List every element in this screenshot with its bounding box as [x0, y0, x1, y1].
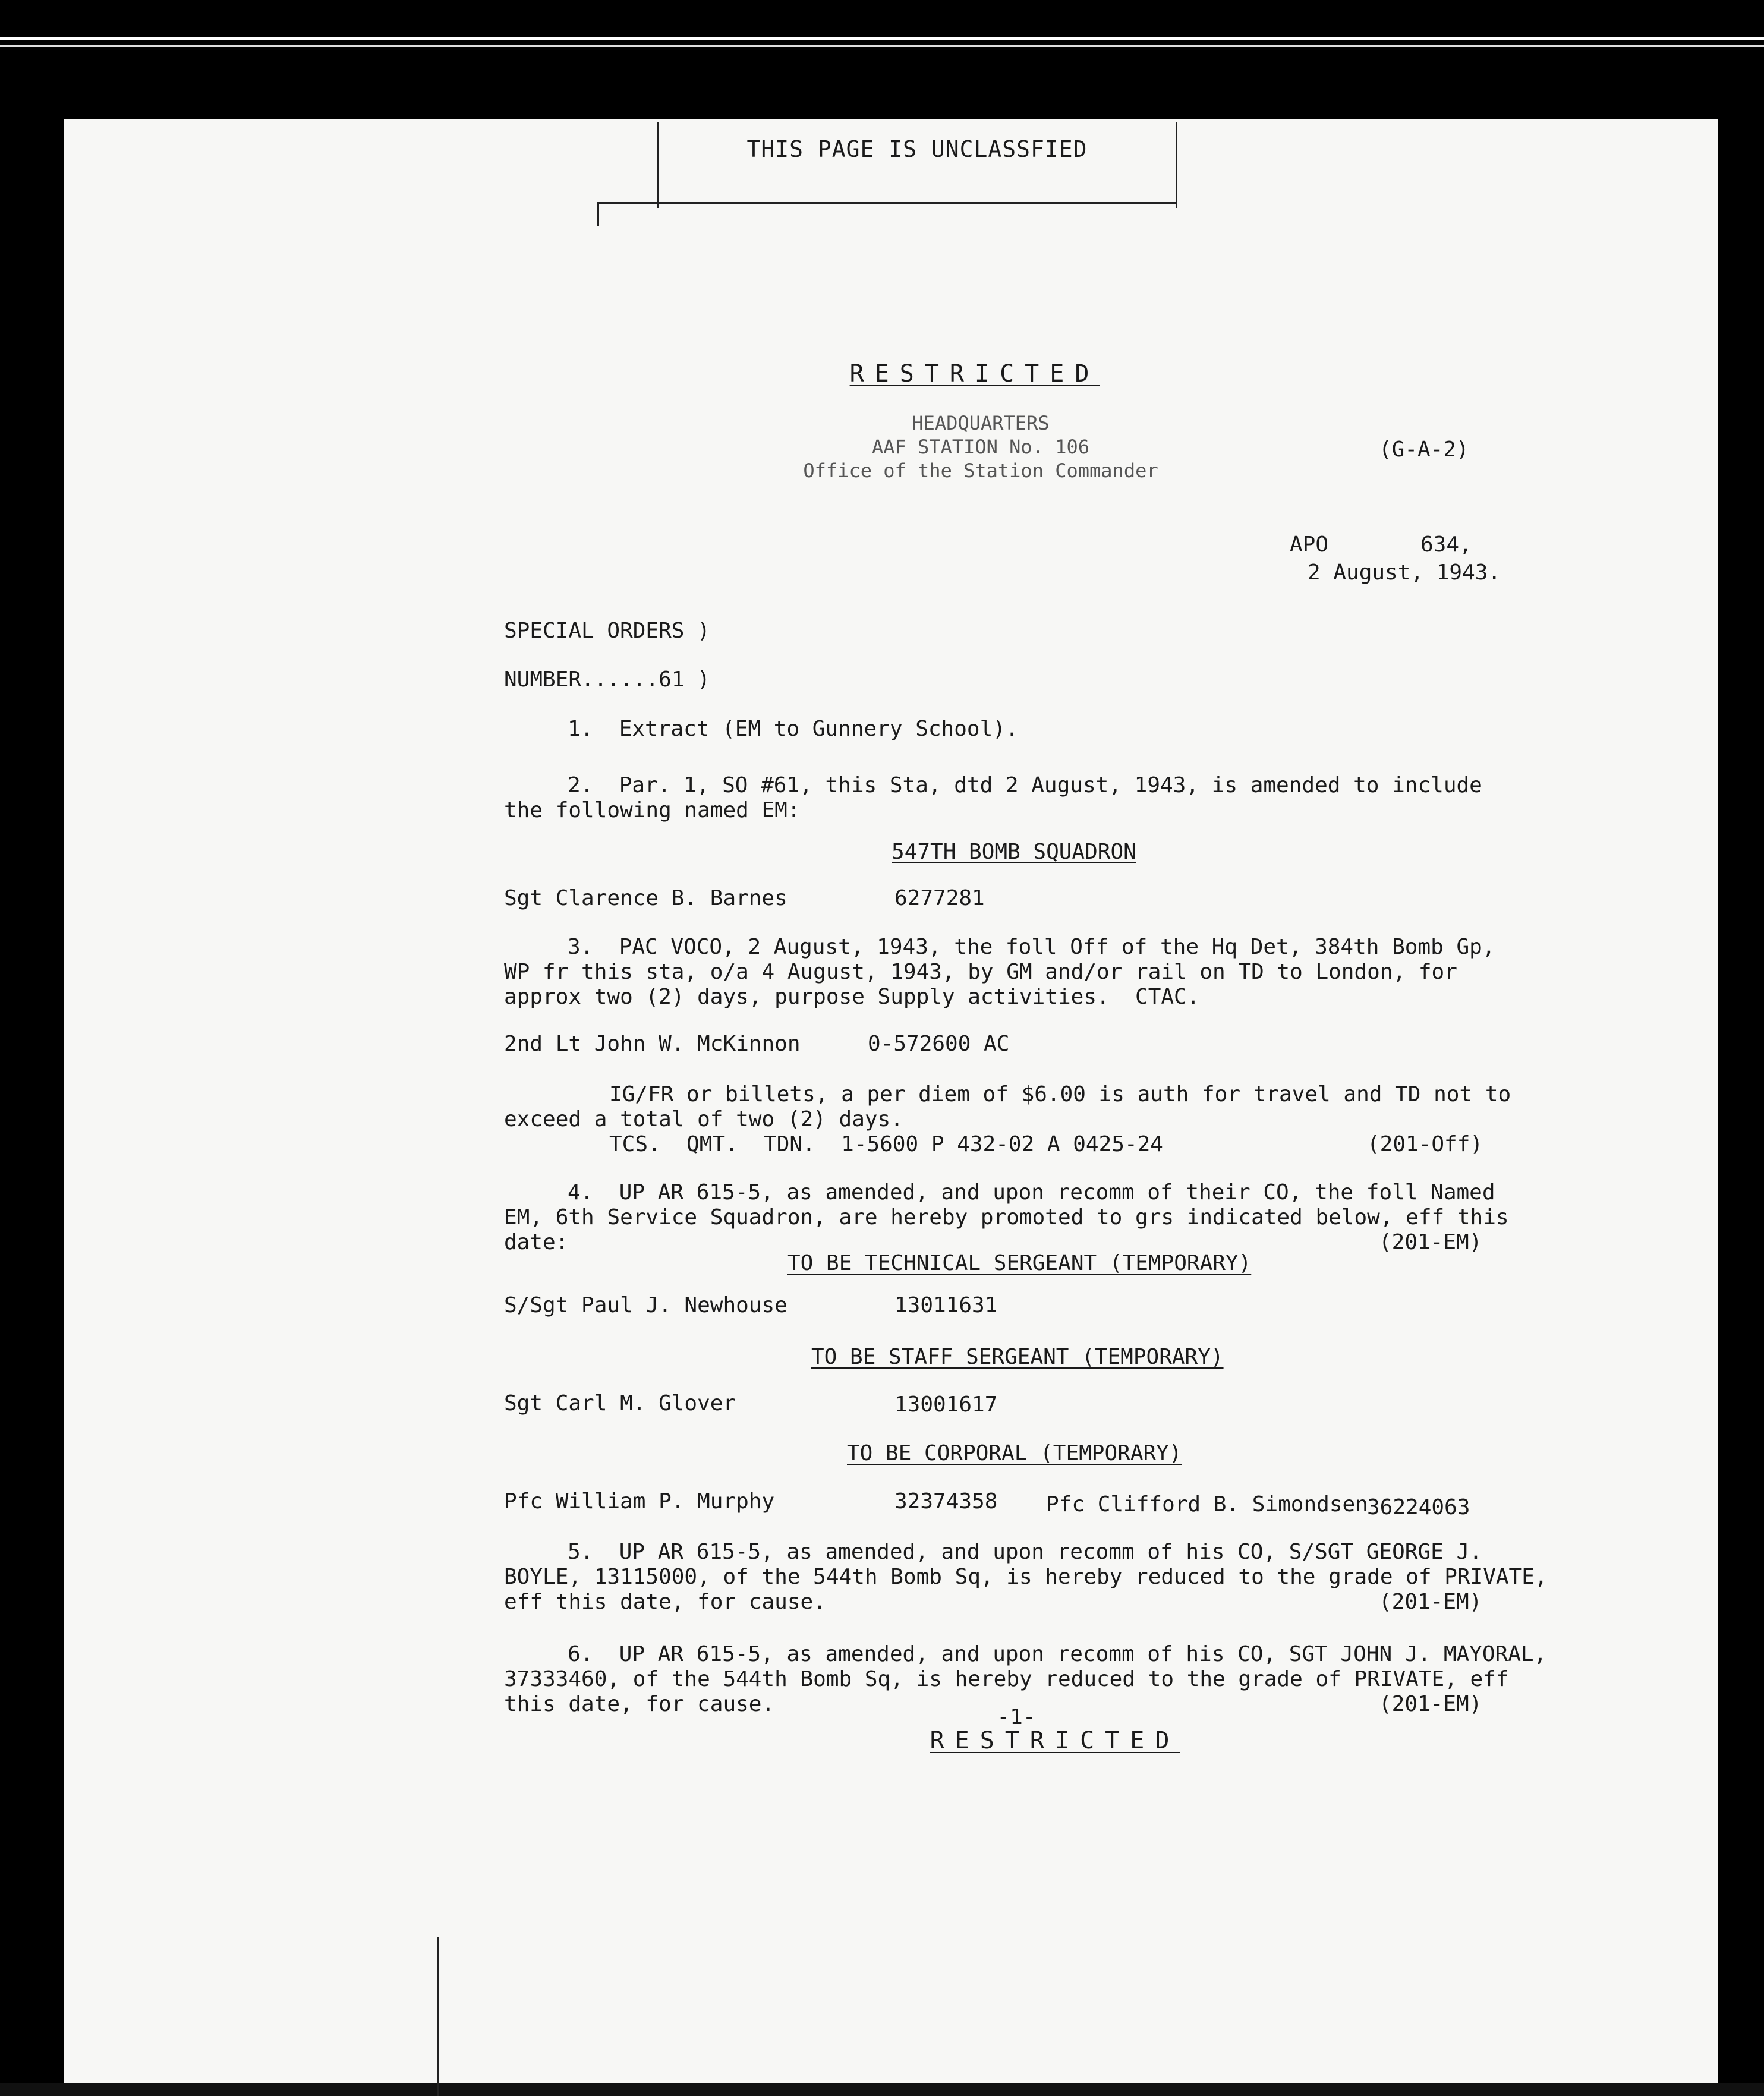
bottom-scan-border: [0, 2083, 1764, 2096]
section-heading-547th: 547TH BOMB SQUADRON: [892, 840, 1136, 864]
scan-line: [0, 37, 1764, 40]
paragraph-5-line-3: eff this date, for cause.: [504, 1590, 826, 1614]
paragraph-4-ref: (201-EM): [1379, 1230, 1482, 1255]
unclassified-stamp-box: [657, 122, 1177, 208]
paragraph-3-line-1: 3. PAC VOCO, 2 August, 1943, the foll Off of the Hq Det, 384th Bomb Gp,: [568, 935, 1495, 959]
classification-top: RESTRICTED: [849, 360, 1100, 387]
header-line-office: Office of the Station Commander: [803, 459, 1158, 482]
roster-serial: 6277281: [894, 886, 985, 910]
paragraph-3-line-3: approx two (2) days, purpose Supply activities. CTAC.: [504, 985, 1200, 1009]
paragraph-6-line-2: 37333460, of the 544th Bomb Sq, is hereby reduced to the grade of PRIVATE, eff: [504, 1667, 1509, 1691]
classification-bottom: RESTRICTED: [930, 1727, 1180, 1754]
binding-line: [437, 1937, 439, 2096]
paragraph-3-note-2: exceed a total of two (2) days.: [504, 1107, 903, 1131]
stamp-rule-tick: [597, 202, 599, 226]
scan-line: [0, 45, 1764, 47]
header-line-station: AAF STATION No. 106: [871, 436, 1090, 458]
paragraph-4-line-2: EM, 6th Service Squadron, are hereby promoted to grs indicated below, eff this: [504, 1205, 1509, 1230]
stamp-rule: [597, 202, 1177, 204]
roster-name: Pfc William P. Murphy: [504, 1489, 775, 1514]
paragraph-2-line-1: 2. Par. 1, SO #61, this Sta, dtd 2 August, 1943, is amended to include: [568, 773, 1482, 798]
paragraph-2-line-2: the following named EM:: [504, 798, 801, 822]
top-scan-border: [0, 0, 1764, 122]
paragraph-4-line-1: 4. UP AR 615-5, as amended, and upon recomm of their CO, the foll Named: [568, 1180, 1495, 1205]
promotion-heading-technical-sergeant: TO BE TECHNICAL SERGEANT (TEMPORARY): [788, 1251, 1252, 1275]
paragraph-5-ref: (201-EM): [1379, 1590, 1482, 1614]
paragraph-3-note-1: IG/FR or billets, a per diem of $6.00 is auth for travel and TD not to: [609, 1082, 1511, 1107]
special-orders-label: SPECIAL ORDERS ): [504, 619, 710, 643]
apo-number: 634,: [1420, 532, 1472, 557]
promotion-heading-staff-sergeant: TO BE STAFF SERGEANT (TEMPORARY): [811, 1345, 1224, 1369]
promotion-heading-corporal: TO BE CORPORAL (TEMPORARY): [847, 1441, 1182, 1465]
officer-name: 2nd Lt John W. McKinnon: [504, 1032, 801, 1056]
officer-serial: 0-572600 AC: [868, 1032, 1010, 1056]
header-line-headquarters: HEADQUARTERS: [912, 412, 1050, 434]
roster-serial: 13001617: [894, 1392, 998, 1417]
roster-name: Sgt Carl M. Glover: [504, 1391, 736, 1416]
roster-serial: 36224063: [1367, 1495, 1470, 1520]
paragraph-1: 1. Extract (EM to Gunnery School).: [568, 717, 1019, 741]
roster-serial: 13011631: [894, 1293, 998, 1318]
paragraph-4-line-3: date:: [504, 1230, 569, 1255]
page-number: -1-: [997, 1705, 1036, 1729]
paragraph-6-line-1: 6. UP AR 615-5, as amended, and upon recomm of his CO, SGT JOHN J. MAYORAL,: [568, 1642, 1547, 1666]
header-code: (G-A-2): [1379, 437, 1469, 462]
paragraph-6-line-3: this date, for cause.: [504, 1692, 775, 1716]
paragraph-3-ref: (201-Off): [1367, 1132, 1483, 1156]
paragraph-6-ref: (201-EM): [1379, 1692, 1482, 1716]
order-number: NUMBER......61 ): [504, 667, 710, 692]
paragraph-5-line-1: 5. UP AR 615-5, as amended, and upon recomm of his CO, S/SGT GEORGE J.: [568, 1540, 1482, 1564]
stamp-label: THIS PAGE IS UNCLASSFIED: [746, 136, 1088, 162]
order-date: 2 August, 1943.: [1308, 560, 1501, 585]
roster-name: S/Sgt Paul J. Newhouse: [504, 1293, 788, 1318]
roster-name: Pfc Clifford B. Simondsen: [1046, 1492, 1368, 1517]
paragraph-5-line-2: BOYLE, 13115000, of the 544th Bomb Sq, is hereby reduced to the grade of PRIVATE,: [504, 1565, 1548, 1589]
roster-serial: 32374358: [894, 1489, 998, 1514]
apo-label: APO: [1290, 532, 1329, 557]
roster-name: Sgt Clarence B. Barnes: [504, 886, 788, 910]
paragraph-3-line-2: WP fr this sta, o/a 4 August, 1943, by GM and/or rail on TD to London, for: [504, 960, 1457, 984]
paragraph-3-note-3: TCS. QMT. TDN. 1-5600 P 432-02 A 0425-24: [609, 1132, 1163, 1156]
